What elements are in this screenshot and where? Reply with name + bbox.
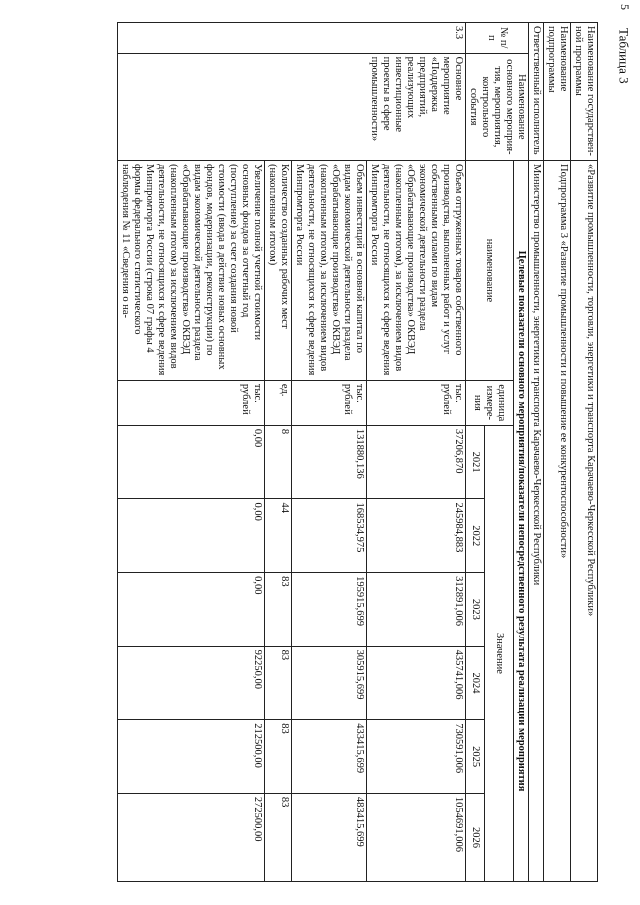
indicator-value: 305915,699 — [292, 646, 367, 720]
info-label: Наименование подпрограммы — [544, 23, 571, 161]
event-name: Основное мероприятие «Поддержка предприятий, реализующих инвестиционные проекты в сфере промышленности» — [118, 53, 466, 160]
col-unit-header: единица измере-ния — [466, 380, 514, 425]
row-number: 3.3 — [118, 23, 466, 54]
indicator-value: 83 — [265, 793, 292, 881]
indicator-value: 483415,699 — [292, 793, 367, 881]
indicator-value: 0,00 — [118, 573, 265, 647]
indicator-value: 83 — [265, 720, 292, 794]
indicator-name: Объем инвестиций в основной капитал по видам экономической деятельности раздела «Обрабатывающие производства» ОКВЭД (накопленным итогом), за исключением видов деятельности, не относящихся к сфере ведения Минпромторга России — [292, 161, 367, 381]
indicator-value: 131880,136 — [292, 425, 367, 499]
year-header: 2026 — [466, 793, 486, 881]
rotated-table-page — [78, 22, 598, 882]
table-row — [367, 23, 466, 882]
info-value: «Развитие промышленности, торговли, энергетики и транспорта Карачаево-Черкесской Республики» — [571, 161, 598, 882]
year-header: 2023 — [466, 573, 486, 647]
indicator-unit: тыс. рублей — [292, 380, 367, 425]
indicator-name: Количество созданных рабочих мест (накопленным итогом) — [265, 161, 292, 381]
info-row — [571, 23, 598, 882]
indicator-value: 83 — [265, 573, 292, 647]
indicator-value: 245984,883 — [367, 499, 466, 573]
indicator-value: 92250,00 — [118, 646, 265, 720]
indicator-value: 433415,699 — [292, 720, 367, 794]
info-label: Наименование государствен-ной программы — [571, 23, 598, 161]
indicator-value: 8 — [265, 425, 292, 499]
info-value: Министерство промышленности, энергетики и транспорта Карачаево-Черкесской Республики — [529, 161, 544, 882]
page-number: 5 — [618, 4, 632, 10]
info-value: Подпрограмма 3 «Развитие промышленности и повышение ее конкурентоспособности» — [544, 161, 571, 882]
indicator-unit: тыс. рублей — [118, 380, 265, 425]
indicator-value: 212500,00 — [118, 720, 265, 794]
year-header: 2024 — [466, 646, 486, 720]
info-row — [544, 23, 571, 882]
year-header: 2022 — [466, 499, 486, 573]
indicator-value: 730591,006 — [367, 720, 466, 794]
col-num-header: № п/п — [466, 23, 529, 54]
table-label: Таблица 3 — [617, 28, 632, 84]
col-name-header: наименование — [466, 161, 514, 381]
indicator-value: 1054691,006 — [367, 793, 466, 881]
indicator-value: 0,00 — [118, 499, 265, 573]
indicator-value: 83 — [265, 646, 292, 720]
indicator-value: 44 — [265, 499, 292, 573]
indicator-unit: ед. — [265, 380, 292, 425]
year-header: 2025 — [466, 720, 486, 794]
indicator-value: 168534,975 — [292, 499, 367, 573]
indicator-value: 435741,006 — [367, 646, 466, 720]
info-label: Ответственный исполнитель — [529, 23, 544, 161]
indicator-unit: тыс. рублей — [367, 380, 466, 425]
indicator-value: 195915,699 — [292, 573, 367, 647]
indicator-value: 312891,006 — [367, 573, 466, 647]
indicator-name: Увеличение полной учетной стоимости основных фондов за отчетный год (поступление) за счет создания новой стоимости (ввода в действие новых основных фондов, модернизации, реконструкции) по видам экономической деятельности раздела «Обрабатывающие производства» ОКВЭД (накопленным итогом) за исключением видов деятельности, не относящихся к сфере ведения Минпромторга России (строка 07 графы 4 формы федерального статистического наблюдения № 11 «Сведения о на- — [118, 161, 265, 381]
year-header: 2021 — [466, 425, 486, 499]
target-indicators-table — [117, 22, 598, 882]
group-title: Целевые показатели основного мероприятия/показатели непосредственного результата реализации мероприятия — [514, 161, 529, 882]
indicator-value: 0,00 — [118, 425, 265, 499]
indicator-name: Объем отгруженных товаров собственного производства, выполненных работ и услуг собственными силами по видам экономической деятельности раздела «Обрабатывающие производства» ОКВЭД (накопленным итогом), за исключением видов деятельности, не относящихся к сфере ведения Минпромторга России — [367, 161, 466, 381]
info-row — [529, 23, 544, 882]
indicator-value: 37206,870 — [367, 425, 466, 499]
value-group-header: Значение — [485, 425, 514, 881]
col-event-header: Наименование основного мероприя-тия, мероприятия, контрольного события — [466, 53, 529, 160]
indicator-value: 272500,00 — [118, 793, 265, 881]
